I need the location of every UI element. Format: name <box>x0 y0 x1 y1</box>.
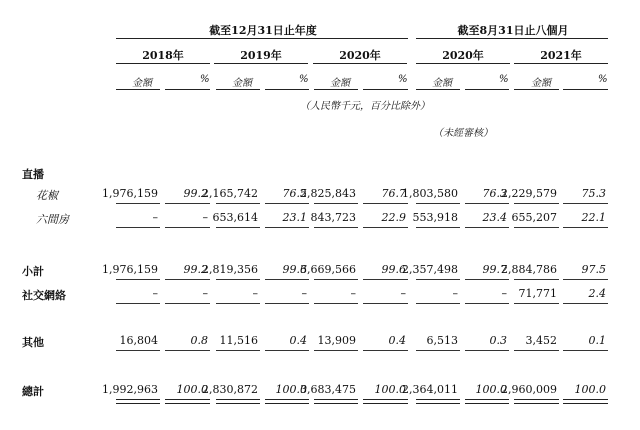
percent-cell: 99.2 <box>183 263 208 276</box>
cell-rule <box>216 279 260 280</box>
percent-cell: 100.0 <box>374 383 406 396</box>
cell-rule <box>363 227 408 228</box>
cell-rule <box>563 203 608 204</box>
amount-cell: – <box>452 287 458 300</box>
amount-cell: 2,825,843 <box>300 187 356 200</box>
percent-cell: – <box>501 287 507 300</box>
amount-cell: 653,614 <box>212 211 258 224</box>
amount-cell: – <box>152 211 158 224</box>
cell-rule <box>265 203 309 204</box>
cell-rule <box>465 227 509 228</box>
cell-rule <box>116 203 160 204</box>
percent-header: % <box>598 74 608 85</box>
amount-cell: 2,357,498 <box>402 263 458 276</box>
cell-rule <box>465 279 509 280</box>
cell-rule <box>216 350 260 351</box>
cell-rule <box>465 350 509 351</box>
amount-header-rule <box>216 89 260 90</box>
amount-header: 金額 <box>531 78 551 89</box>
amount-cell: 2,165,742 <box>202 187 258 200</box>
cell-rule <box>314 303 358 304</box>
amount-header-rule <box>514 89 559 90</box>
header-full-year: 截至12月31日止年度 <box>209 24 317 37</box>
cell-rule <box>265 303 309 304</box>
percent-header-rule <box>465 89 509 90</box>
amount-cell: 3,452 <box>525 334 557 347</box>
cell-rule <box>216 227 260 228</box>
percent-cell: 75.3 <box>581 187 606 200</box>
cell-rule <box>165 227 210 228</box>
cell-rule <box>116 279 160 280</box>
row-label: 小計 <box>22 265 44 278</box>
cell-rule <box>314 203 358 204</box>
total-double-rule <box>265 399 309 404</box>
cell-rule <box>314 279 358 280</box>
amount-cell: 3,669,566 <box>300 263 356 276</box>
percent-cell: – <box>301 287 307 300</box>
amount-cell: – <box>152 287 158 300</box>
percent-cell: 100.0 <box>475 383 507 396</box>
amount-cell: 1,976,159 <box>102 263 158 276</box>
total-double-rule <box>563 399 608 404</box>
amount-cell: – <box>350 287 356 300</box>
amount-cell: 16,804 <box>119 334 158 347</box>
cell-rule <box>465 203 509 204</box>
percent-header-rule <box>363 89 408 90</box>
percent-cell: 23.4 <box>482 211 507 224</box>
cell-rule <box>465 303 509 304</box>
cell-rule <box>165 279 210 280</box>
percent-header-rule <box>563 89 608 90</box>
amount-cell: 655,207 <box>511 211 557 224</box>
row-label: 其他 <box>22 336 44 349</box>
amount-header-rule <box>116 89 160 90</box>
amount-cell: 553,918 <box>412 211 458 224</box>
amount-cell: 2,830,872 <box>202 383 258 396</box>
cell-rule <box>116 303 160 304</box>
cell-rule <box>563 279 608 280</box>
percent-cell: 0.3 <box>489 334 507 347</box>
cell-rule <box>514 303 559 304</box>
percent-header: % <box>398 74 408 85</box>
amount-cell: 843,723 <box>310 211 356 224</box>
percent-cell: 0.8 <box>190 334 208 347</box>
row-label: 社交網絡 <box>22 289 66 302</box>
amount-cell: 1,803,580 <box>402 187 458 200</box>
amount-cell: – <box>252 287 258 300</box>
cell-rule <box>363 203 408 204</box>
amount-cell: 1,992,963 <box>102 383 158 396</box>
percent-cell: 97.5 <box>581 263 606 276</box>
amount-header: 金額 <box>232 78 252 89</box>
cell-rule <box>363 279 408 280</box>
total-double-rule <box>314 399 358 404</box>
cell-rule <box>314 350 358 351</box>
amount-header: 金額 <box>432 78 452 89</box>
total-double-rule <box>514 399 559 404</box>
header-full-year-rule <box>116 38 408 39</box>
year-2021-eight-months: 2021年 <box>540 49 582 62</box>
cell-rule <box>265 227 309 228</box>
amount-cell: 71,771 <box>518 287 557 300</box>
cell-rule <box>514 350 559 351</box>
cell-rule <box>165 350 210 351</box>
percent-cell: 99.6 <box>381 263 406 276</box>
cell-rule <box>265 350 309 351</box>
year-2019-rule <box>214 63 308 64</box>
cell-rule <box>416 303 460 304</box>
percent-cell: 76.7 <box>381 187 406 200</box>
cell-rule <box>165 203 210 204</box>
year-2020-eight-months-rule <box>416 63 510 64</box>
percent-cell: – <box>202 211 208 224</box>
total-double-rule <box>165 399 210 404</box>
amount-header: 金額 <box>132 78 152 89</box>
percent-header: % <box>299 74 309 85</box>
amount-header: 金額 <box>330 78 350 89</box>
cell-rule <box>563 350 608 351</box>
amount-cell: 2,229,579 <box>501 187 557 200</box>
total-double-rule <box>465 399 509 404</box>
year-2020: 2020年 <box>339 49 381 62</box>
cell-rule <box>416 350 460 351</box>
cell-rule <box>563 303 608 304</box>
amount-cell: 2,960,009 <box>501 383 557 396</box>
percent-cell: 99.7 <box>482 263 507 276</box>
cell-rule <box>216 303 260 304</box>
percent-cell: 76.3 <box>482 187 507 200</box>
cell-rule <box>216 203 260 204</box>
cell-rule <box>416 203 460 204</box>
amount-cell: 1,976,159 <box>102 187 158 200</box>
cell-rule <box>363 350 408 351</box>
percent-header: % <box>200 74 210 85</box>
row-label: 總計 <box>22 385 44 398</box>
cell-rule <box>416 279 460 280</box>
year-2021-eight-months-rule <box>514 63 608 64</box>
cell-rule <box>563 227 608 228</box>
percent-cell: 99.6 <box>282 263 307 276</box>
amount-cell: 6,513 <box>426 334 458 347</box>
year-2019: 2019年 <box>240 49 282 62</box>
total-double-rule <box>116 399 160 404</box>
cell-rule <box>165 303 210 304</box>
percent-header-rule <box>265 89 309 90</box>
total-double-rule <box>363 399 408 404</box>
amount-header-rule <box>416 89 460 90</box>
cell-rule <box>314 227 358 228</box>
amount-cell: 13,909 <box>317 334 356 347</box>
percent-cell: 0.4 <box>289 334 307 347</box>
amount-cell: 2,819,356 <box>202 263 258 276</box>
amount-cell: 2,884,786 <box>501 263 557 276</box>
percent-cell: – <box>202 287 208 300</box>
percent-cell: 22.1 <box>581 211 606 224</box>
amount-cell: 11,516 <box>219 334 258 347</box>
row-label: 花椒 <box>36 189 58 202</box>
amount-header-rule <box>314 89 358 90</box>
percent-cell: 23.1 <box>282 211 307 224</box>
percent-cell: 0.4 <box>388 334 406 347</box>
year-2020-rule <box>313 63 407 64</box>
percent-header-rule <box>165 89 210 90</box>
cell-rule <box>363 303 408 304</box>
unit-note: （人民幣千元，百分比除外） <box>300 101 430 112</box>
percent-cell: 100.0 <box>176 383 208 396</box>
section-label-live-streaming: 直播 <box>22 168 44 181</box>
percent-cell: – <box>400 287 406 300</box>
percent-cell: 0.1 <box>588 334 606 347</box>
cell-rule <box>514 279 559 280</box>
percent-cell: 2.4 <box>588 287 606 300</box>
cell-rule <box>514 203 559 204</box>
percent-cell: 76.5 <box>282 187 307 200</box>
percent-cell: 100.0 <box>574 383 606 396</box>
year-2018: 2018年 <box>142 49 184 62</box>
header-eight-months: 截至8月31日止八個月 <box>457 24 569 37</box>
cell-rule <box>116 227 160 228</box>
total-double-rule <box>216 399 260 404</box>
year-2018-rule <box>116 63 210 64</box>
percent-header: % <box>499 74 509 85</box>
unaudited-note: （未經審核） <box>433 128 493 139</box>
cell-rule <box>514 227 559 228</box>
cell-rule <box>416 227 460 228</box>
amount-cell: 3,683,475 <box>300 383 356 396</box>
row-label: 六間房 <box>36 213 69 226</box>
percent-cell: 100.0 <box>275 383 307 396</box>
amount-cell: 2,364,011 <box>402 383 458 396</box>
header-eight-months-rule <box>416 38 608 39</box>
cell-rule <box>265 279 309 280</box>
total-double-rule <box>416 399 460 404</box>
percent-cell: 22.9 <box>381 211 406 224</box>
cell-rule <box>116 350 160 351</box>
year-2020-eight-months: 2020年 <box>442 49 484 62</box>
percent-cell: 99.2 <box>183 187 208 200</box>
